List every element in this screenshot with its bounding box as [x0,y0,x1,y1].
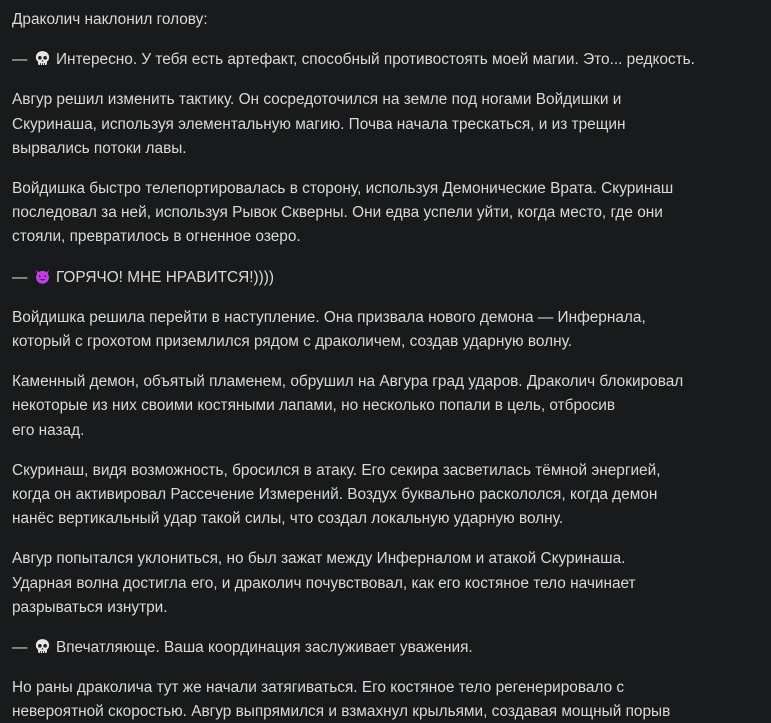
smiling-devil-icon [34,268,51,285]
dialogue-text: Впечатляюще. Ваша координация заслуживает уважения. [51,639,473,657]
skull-icon [34,50,51,67]
dialogue-line-voidishka [12,266,757,290]
dialogue-text: Интересно. У тебя есть артефакт, способный противостоять моей магии. Это... редкость. [51,51,695,69]
dash: — [12,639,32,657]
message-paragraph: Авгур решил изменить тактику. Он сосредоточился на земле под ногами Войдишки и Скуринаша, используя элементальную магию. Почва начала трескаться, и из трещин вырвались потоки лавы. [12,91,626,157]
skull-icon [34,638,51,655]
message-paragraph: Скуринаш, видя возможность, бросился в атаку. Его секира засветилась тёмной энергией, когда он активировал Рассечение Измерений. Воздух буквально раскололся, когда демон нанёс вертикальный удар такой силы, что создал локальную ударную волну. [12,461,661,528]
dialogue-text: ГОРЯЧО! МНЕ НРАВИТСЯ!)))) [51,268,275,286]
message-paragraph: Но раны драколича тут же начали затягиваться. Его костяное тело регенерировало с невероятной скоростью. Авгур выпрямился и взмахнул крыльями, создавая мощный порыв [12,679,671,721]
message-paragraph: Каменный демон, объятый пламенем, обрушил на Авгура град ударов. Драколич блокировал некоторые из них своими костяными лапами, но несколько попали в цель, отбросив его назад. [12,373,684,439]
message-paragraph: Войдишка быстро телепортировалась в сторону, используя Демонические Врата. Скуринаш последовал за ней, используя Рывок Скверны. Они едва успели уйти, когда место, где они стояли, превратилось в огненное озеро. [12,180,674,246]
message-paragraph: Авгур попытался уклониться, но был зажат между Инферналом и атакой Скуринаша. Ударная волна достигла его, и драколич почувствовал, как его костяное тело начинает разрываться изнутри. [12,550,636,616]
dash: — [12,268,32,286]
dialogue-line-dracolich [12,48,757,72]
message-paragraph: Драколич наклонил голову: [12,11,208,28]
message-paragraph: Войдишка решила перейти в наступление. Она призвала нового демона — Инфернала, который с грохотом приземлился рядом с драколичем, создав ударную волну. [12,308,646,351]
dialogue-line-dracolich [12,636,757,660]
dash: — [12,51,32,69]
